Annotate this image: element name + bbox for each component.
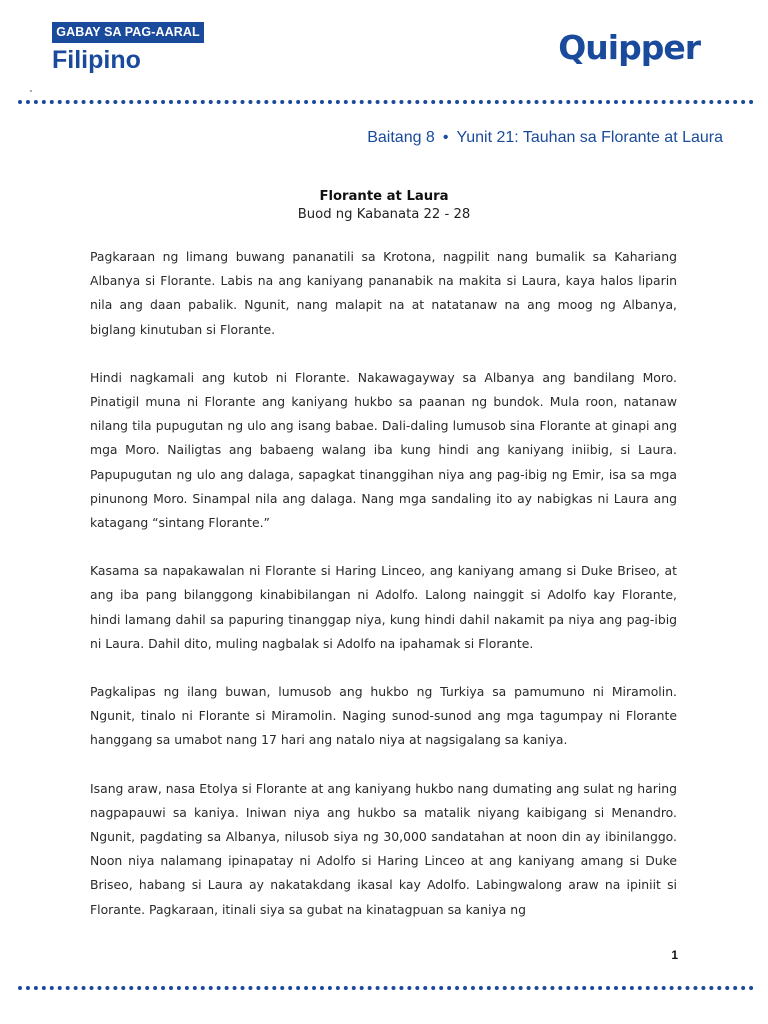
decorative-mark [30, 90, 32, 92]
document-body [90, 245, 677, 946]
unit-title: Yunit 21: Tauhan sa Florante at Laura [456, 129, 723, 146]
document-subtitle: Buod ng Kabanata 22 - 28 [297, 207, 471, 222]
paragraph: Pagkalipas ng ilang buwan, lumusob ang hukbo ng Turkiya sa pamumuno ni Miramolin. Ngunit, tinalo ni Florante si Miramolin. Naging sunod-sunod ang mga tagumpay ni Florante hanggang sa umabot nang 17 hari ang natalo niya at nagsigalang sa kaniya. [90, 684, 677, 748]
paragraph: Isang araw, nasa Etolya si Florante at ang kaniyang hukbo nang dumating ang sulat ng haring nagpapauwi sa kaniya. Iniwan niya ang hukbo sa matalik niyang kaibigang si Menandro. Ngunit, pagdating sa Albanya, nilusob siya ng 30,000 sandatahan at noon din ay ibinilanggo. Noon niya nalamang ipinapatay ni Adolfo si Haring Linceo at ang kaniyang amang si Duke Briseo, habang si Laura ay nakatakdang ikasal kay Adolfo. Labingwalong araw na ipiniit si Florante. Pagkaraan, itinali siya sa gubat na kinatagpuan sa kaniya ng [90, 780, 677, 917]
top-dotted-divider [18, 100, 754, 104]
paragraph: Kasama sa napakawalan ni Florante si Haring Linceo, ang kaniyang amang si Duke Briseo, at ang iba pang bilanggong kinabibilangan ni Adolfo. Lalong nainggit si Adolfo kay Florante, hindi lamang dahil sa papuring tinanggap niya, kung hindi dahil nakamit pa niya ang pag-ibig ni Laura. Dahil dito, muling nagbalak si Adolfo na ipahamak si Florante. [90, 563, 677, 651]
separator-dot: • [442, 129, 449, 146]
grade-label: Baitang 8 [367, 129, 435, 146]
subject-title: Filipino [52, 46, 141, 74]
paragraph: Pagkaraan ng limang buwang pananatili sa Krotona, nagpilit nang bumalik sa Kahariang Albanya si Florante. Labis na ang kaniyang pananabik na makita si Laura, kaya halos liparin nila ang daan pabalik. Ngunit, nang malapit na at natatanaw na ang moog ng Albanya, biglang kinutuban si Florante. [90, 249, 677, 337]
paragraph: Hindi nagkamali ang kutob ni Florante. Nakawagayway sa Albanya ang bandilang Moro. Pinatigil muna ni Florante ang kaniyang hukbo sa paanan ng bundok. Mula roon, natanaw nilang tila pupugutan ng ulo ang isang babae. Dali-daling lumusob sina Florante at ginapi ang mga Moro. Nailigtas ang babaeng walang iba kung hindi ang kaniyang iniibig, si Laura. Papupugutan ng ulo ang dalaga, sapagkat tinanggihan niya ang pag-ibig ng Emir, isa sa mga pinunong Moro. Sinampal nila ang dalaga. Nang mga sandaling ito ay nabigkas ni Laura ang katagang “sintang Florante.” [90, 369, 677, 531]
unit-heading [367, 126, 723, 150]
bottom-dotted-divider [18, 986, 754, 990]
document-title: Florante at Laura [319, 189, 449, 204]
document-title-block [0, 188, 768, 224]
study-guide-badge: GABAY SA PAG-AARAL [52, 22, 204, 43]
quipper-logo: Quipper [558, 28, 700, 67]
page-number: 1 [671, 948, 678, 962]
